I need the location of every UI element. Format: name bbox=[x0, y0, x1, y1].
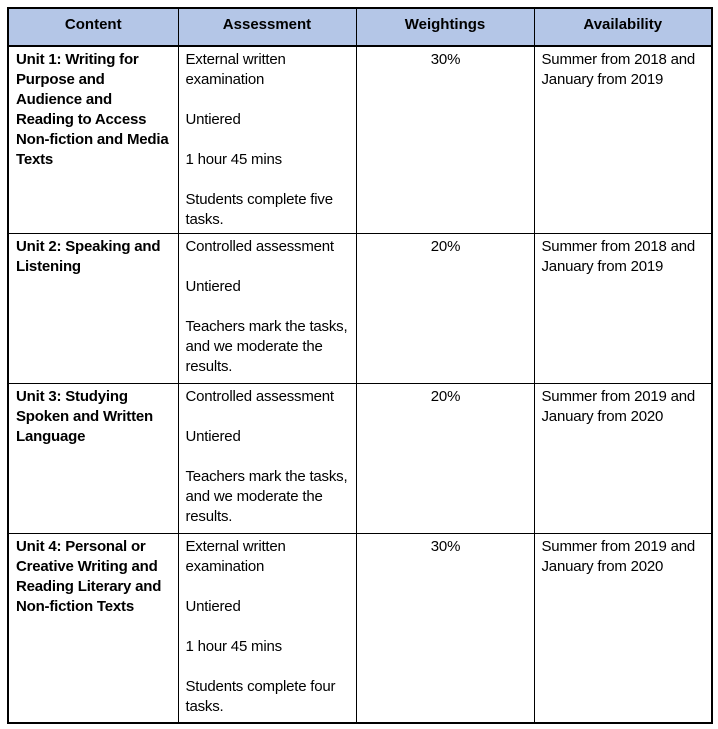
unit2-assessment bbox=[178, 234, 356, 384]
assessment-paragraph: Controlled assessment bbox=[185, 388, 334, 405]
unit4-content: Unit 4: Personal or Creative Writing and Reading Literary and Non-fiction Texts bbox=[8, 534, 178, 723]
table-row-unit3 bbox=[8, 384, 712, 534]
assessment-paragraph: Controlled assessment bbox=[185, 238, 334, 255]
column-header-content: Content bbox=[8, 8, 178, 46]
assessment-paragraph: Students complete five tasks. bbox=[185, 191, 333, 228]
assessment-paragraph: Untiered bbox=[185, 428, 241, 445]
table-row-unit1 bbox=[8, 46, 712, 234]
course-units-table bbox=[7, 7, 713, 724]
availability-paragraph: Summer from 2019 and January from 2020 bbox=[541, 388, 696, 425]
unit1-availability bbox=[534, 46, 712, 234]
assessment-paragraph: Students complete four tasks. bbox=[185, 678, 336, 715]
assessment-paragraph: Untiered bbox=[185, 278, 241, 295]
assessment-paragraph: External written examination bbox=[185, 51, 286, 88]
unit2-weighting: 20% bbox=[356, 234, 534, 384]
assessment-paragraph: Untiered bbox=[185, 111, 241, 128]
unit4-weighting: 30% bbox=[356, 534, 534, 723]
assessment-paragraph: Teachers mark the tasks, and we moderate the results. bbox=[185, 468, 348, 525]
availability-paragraph: Summer from 2018 and January from 2019 bbox=[541, 51, 696, 88]
assessment-paragraph: Teachers mark the tasks, and we moderate the results. bbox=[185, 318, 348, 375]
table-row-unit2 bbox=[8, 234, 712, 384]
availability-paragraph: Summer from 2019 and January from 2020 bbox=[541, 538, 696, 575]
unit1-assessment bbox=[178, 46, 356, 234]
unit2-availability bbox=[534, 234, 712, 384]
column-header-availability: Availability bbox=[534, 8, 712, 46]
column-header-assessment: Assessment bbox=[178, 8, 356, 46]
unit3-assessment bbox=[178, 384, 356, 534]
unit4-assessment bbox=[178, 534, 356, 723]
assessment-paragraph: Untiered bbox=[185, 598, 241, 615]
unit4-availability bbox=[534, 534, 712, 723]
column-header-weightings: Weightings bbox=[356, 8, 534, 46]
unit3-weighting: 20% bbox=[356, 384, 534, 534]
unit2-content: Unit 2: Speaking and Listening bbox=[8, 234, 178, 384]
availability-paragraph: Summer from 2018 and January from 2019 bbox=[541, 238, 696, 275]
assessment-paragraph: 1 hour 45 mins bbox=[185, 638, 282, 655]
unit3-content: Unit 3: Studying Spoken and Written Language bbox=[8, 384, 178, 534]
unit3-availability bbox=[534, 384, 712, 534]
assessment-paragraph: External written examination bbox=[185, 538, 286, 575]
unit1-content: Unit 1: Writing for Purpose and Audience and Reading to Access Non-fiction and Media Texts bbox=[8, 46, 178, 234]
assessment-paragraph: 1 hour 45 mins bbox=[185, 151, 282, 168]
unit1-weighting: 30% bbox=[356, 46, 534, 234]
header-row bbox=[8, 8, 712, 46]
table-row-unit4 bbox=[8, 534, 712, 723]
